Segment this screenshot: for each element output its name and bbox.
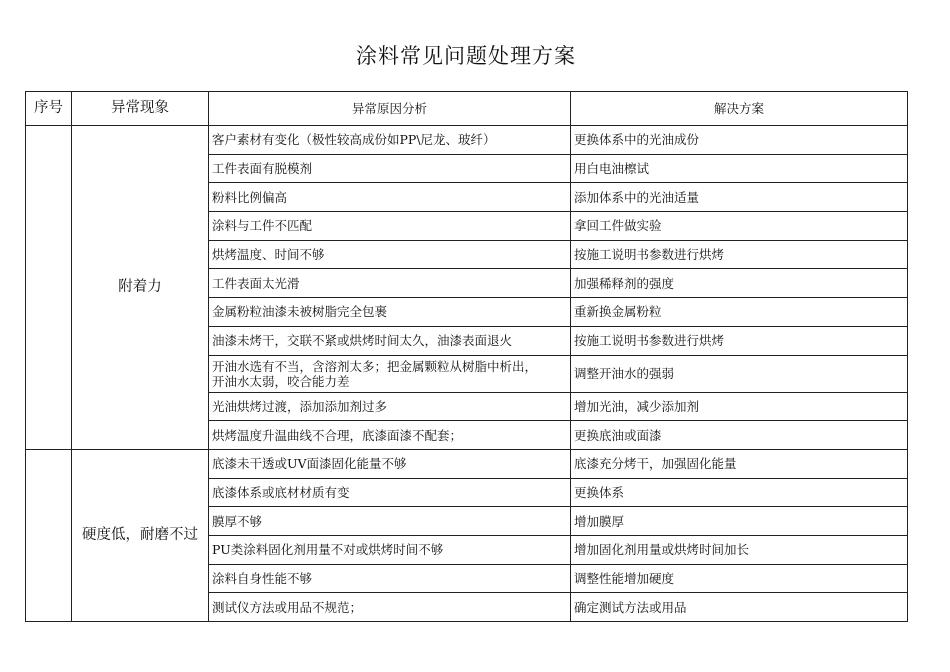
cause-line: 开油水选有不当，含溶剂太多；把金属颗粒从树脂中析出，	[212, 358, 538, 374]
cause-line: 开油水太弱，咬合能力差	[212, 373, 350, 389]
cause-cell: 工件表面太光滑	[209, 269, 571, 298]
seq-cell	[26, 449, 72, 621]
solution-cell: 按施工说明书参数进行烘烤	[571, 326, 908, 355]
solution-cell: 更换体系	[571, 478, 908, 507]
solution-cell: 增加膜厚	[571, 507, 908, 536]
phenomenon-cell: 附着力	[72, 126, 209, 450]
cause-cell: PU类涂料固化剂用量不对或烘烤时间不够	[209, 535, 571, 564]
table-row	[26, 449, 908, 478]
cause-cell: 客户素材有变化（极性较高成份如PP\尼龙、玻纤）	[209, 126, 571, 155]
cause-cell: 粉料比例偏高	[209, 183, 571, 212]
solution-cell: 底漆充分烤干，加强固化能量	[571, 449, 908, 478]
solution-cell: 拿回工件做实验	[571, 212, 908, 241]
cause-cell: 烘烤温度、时间不够	[209, 240, 571, 269]
problem-table	[25, 91, 908, 622]
phenomenon-cell: 硬度低，耐磨不过	[72, 449, 209, 621]
cause-cell: 油漆未烤干，交联不紧或烘烤时间太久，油漆表面退火	[209, 326, 571, 355]
cause-cell: 金属粉粒油漆未被树脂完全包裹	[209, 298, 571, 327]
header-solution: 解决方案	[571, 92, 908, 126]
cause-cell: 工件表面有脱模剂	[209, 154, 571, 183]
page-title: 涂料常见问题处理方案	[356, 44, 576, 68]
cause-cell: 涂料自身性能不够	[209, 564, 571, 593]
cause-cell: 涂料与工件不匹配	[209, 212, 571, 241]
solution-cell: 加强稀释剂的强度	[571, 269, 908, 298]
table-header-row	[26, 92, 908, 126]
solution-cell: 确定测试方法或用品	[571, 593, 908, 622]
cause-cell: 烘烤温度升温曲线不合理，底漆面漆不配套；	[209, 421, 571, 450]
seq-cell	[26, 126, 72, 450]
solution-cell: 调整性能增加硬度	[571, 564, 908, 593]
cause-cell: 底漆未干透或UV面漆固化能量不够	[209, 449, 571, 478]
solution-cell: 更换体系中的光油成份	[571, 126, 908, 155]
table-row	[26, 126, 908, 155]
cause-cell: 测试仪方法或用品不规范；	[209, 593, 571, 622]
cause-cell: 底漆体系或底材材质有变	[209, 478, 571, 507]
solution-cell: 更换底油或面漆	[571, 421, 908, 450]
header-cause: 异常原因分析	[209, 92, 571, 126]
cause-cell: 光油烘烤过渡，添加添加剂过多	[209, 392, 571, 421]
header-phenomenon: 异常现象	[72, 92, 209, 126]
solution-cell: 用白电油檫试	[571, 154, 908, 183]
solution-cell: 重新换金属粉粒	[571, 298, 908, 327]
header-seq: 序号	[26, 92, 72, 126]
cause-cell: 膜厚不够	[209, 507, 571, 536]
solution-cell: 按施工说明书参数进行烘烤	[571, 240, 908, 269]
solution-cell: 增加固化剂用量或烘烤时间加长	[571, 535, 908, 564]
cause-cell	[209, 355, 571, 392]
solution-cell: 添加体系中的光油适量	[571, 183, 908, 212]
solution-cell: 调整开油水的强弱	[571, 355, 908, 392]
solution-cell: 增加光油，减少添加剂	[571, 392, 908, 421]
